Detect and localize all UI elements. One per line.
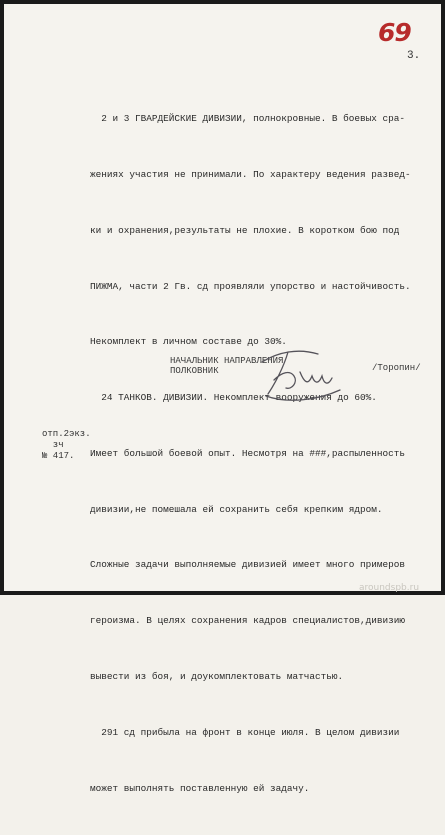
signatory-rank: ПОЛКОВНИК — [170, 366, 219, 376]
signatory-name: /Торопин/ — [372, 363, 421, 373]
site-watermark: aroundspb.ru — [359, 583, 420, 593]
body-line: 24 ТАНКОВ. ДИВИЗИИ. Некомплект вооружения до 60%. — [90, 392, 377, 404]
body-line: Имеет большой боевой опыт. Несмотря на ###,распыленность — [90, 447, 406, 459]
copy-mark: зч — [42, 440, 64, 450]
signatory-position: НАЧАЛЬНИК НАПРАВЛЕНИЯ — [170, 356, 284, 366]
body-line: дивизии,не помешала ей сохранить себя крепким ядром. — [90, 503, 383, 515]
handwritten-signature — [248, 342, 346, 406]
body-line: жениях участия не принимали. По характеру ведения развед- — [90, 168, 411, 180]
document-number: № 417. — [42, 451, 75, 461]
body-line: может выполнять поставленную ей задачу. — [90, 782, 310, 794]
body-line: вывести из боя, и доукомплектовать матчастью. — [90, 671, 344, 682]
body-line: ки и охранения,результаты не плохие. В коротком бою под — [90, 224, 400, 236]
body-line: Некомплект в личном составе до 30%. — [90, 336, 287, 348]
page-marker: 3. — [407, 50, 421, 62]
body-line: ПИЖМА, части 2 Гв. сд проявляли упорство и настойчивость. — [90, 280, 411, 292]
dispatch-note — [42, 429, 91, 462]
body-line: 291 сд прибыла на фронт в конце июля. В целом дивизии — [90, 726, 400, 738]
body-line: 2 и 3 ГВАРДЕЙСКИЕ ДИВИЗИИ, полнокровные. В боевых сра- — [90, 113, 406, 125]
copies-note: отп.2экз. — [42, 429, 91, 439]
body-line: героизма. В целях сохранения кадров специалистов,дивизию — [90, 615, 406, 627]
body-line: Сложные задачи выполняемые дивизией имеет много примеров — [90, 559, 406, 571]
archive-page-number: 69 — [378, 18, 411, 47]
document-body — [90, 73, 425, 835]
